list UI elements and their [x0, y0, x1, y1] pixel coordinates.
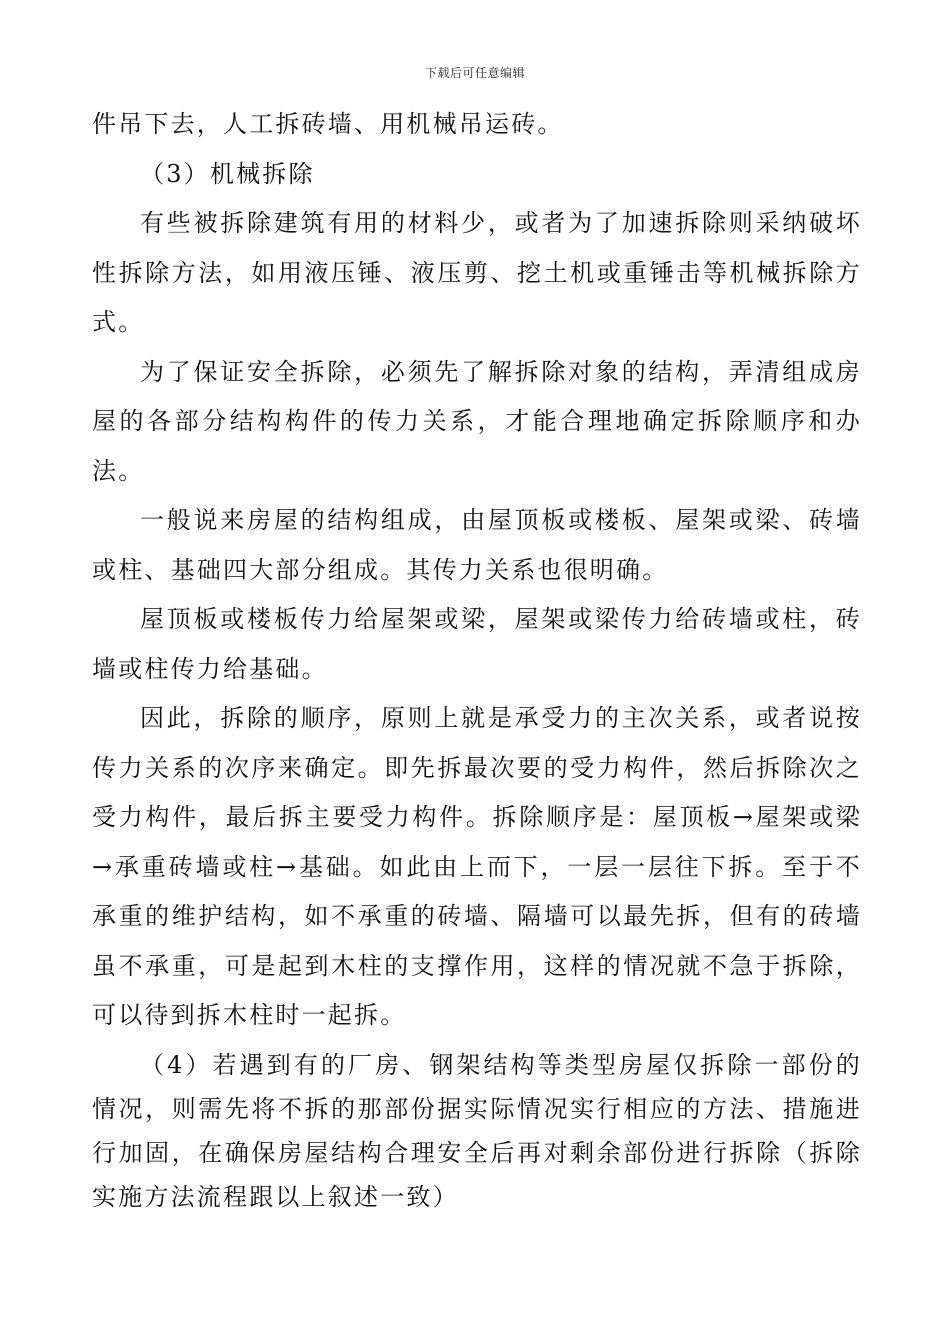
paragraph-safety-structure: 为了保证安全拆除，必须先了解拆除对象的结构，弄清组成房屋的各部分结构构件的传力关系，才能合理地确定拆除顺序和办法。	[92, 357, 862, 485]
document-body	[92, 100, 862, 1219]
paragraph-continuation: 件吊下去，人工拆砖墙、用机械吊运砖。	[92, 110, 564, 138]
paragraph-structure-composition: 一般说来房屋的结构组成，由屋顶板或楼板、屋架或梁、砖墙或柱、基础四大部分组成。其传力关系也很明确。	[92, 506, 862, 584]
section-heading-mechanical-demolition: （3）机械拆除	[140, 159, 315, 188]
paragraph-demolition-order: 因此，拆除的顺序，原则上就是承受力的主次关系，或者说按传力关系的次序来确定。即先拆最次要的受力构件，然后拆除次之受力构件，最后拆主要受力构件。拆除顺序是：屋顶板→屋架或梁→承重砖墙或柱→基础。如此由上而下，一层一层往下拆。至于不承重的维护结构，如不承重的砖墙、隔墙可以最先拆，但有的砖墙虽不承重，可是起到木柱的支撑作用，这样的情况就不急于拆除，可以待到拆木柱时一起拆。	[92, 704, 862, 1029]
paragraph-mechanical-methods: 有些被拆除建筑有用的材料少，或者为了加速拆除则采纳破坏性拆除方法，如用液压锤、液压剪、挖土机或重锤击等机械拆除方式。	[92, 209, 862, 336]
paragraph-partial-demolition: （4）若遇到有的厂房、钢架结构等类型房屋仅拆除一部份的情况，则需先将不拆的那部份据实际情况实行相应的方法、措施进行加固，在确保房屋结构合理安全后再对剩余部份进行拆除（拆除实施方法流程跟以上叙述一致）	[92, 1050, 862, 1211]
page-header: 下载后可任意编辑	[424, 66, 525, 80]
paragraph-force-transfer: 屋顶板或楼板传力给屋架或梁，屋架或梁传力给砖墙或柱，砖墙或柱传力给基础。	[92, 605, 862, 683]
